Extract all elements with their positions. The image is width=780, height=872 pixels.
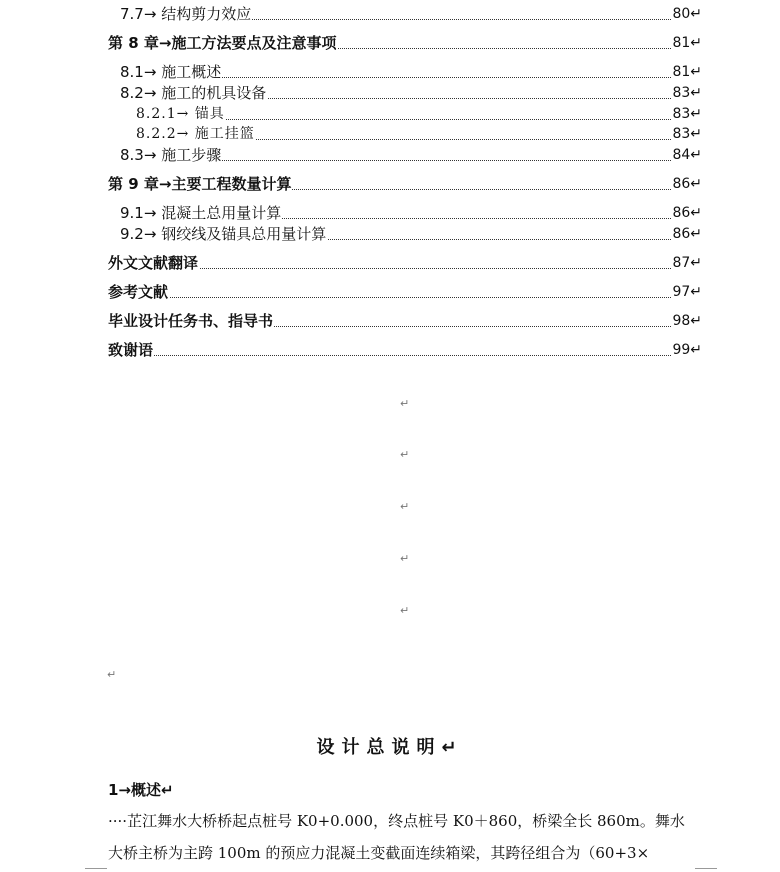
toc-entry-title: 参考文献 [108, 283, 169, 301]
toc-entry[interactable] [0, 62, 780, 82]
toc-entry-title: 8.2.2→ 施工挂篮 [136, 126, 255, 142]
toc-entry-title: 第 8 章→施工方法要点及注意事项 [108, 34, 337, 52]
paragraph-mark: ↵ [400, 604, 410, 617]
toc-entry[interactable] [0, 124, 780, 144]
toc-page-number: 87↵ [672, 255, 702, 271]
toc-entry[interactable] [0, 311, 780, 331]
toc-entry-title: 7.7→ 结构剪力效应 [120, 5, 252, 23]
toc-page-number: 99↵ [672, 342, 702, 358]
toc-entry[interactable] [0, 224, 780, 244]
toc-entry[interactable] [0, 104, 780, 124]
toc-entry-title: 毕业设计任务书、指导书 [108, 312, 274, 330]
toc-entry[interactable] [0, 174, 780, 194]
paragraph-mark: ↵ [400, 448, 410, 461]
toc-entry-title: 9.2→ 钢绞线及锚具总用量计算 [120, 225, 327, 243]
toc-entry[interactable] [0, 253, 780, 273]
toc-page-number: 84↵ [672, 147, 702, 163]
toc-entry[interactable] [0, 282, 780, 302]
toc-entry-title: 外文文献翻译 [108, 254, 199, 272]
page-corner-mark [85, 868, 107, 869]
toc-entry-title: 第 9 章→主要工程数量计算 [108, 175, 292, 193]
page-corner-mark [695, 868, 717, 869]
toc-entry[interactable] [0, 340, 780, 360]
paragraph-mark: ↵ [400, 552, 410, 565]
toc-page-number: 83↵ [672, 126, 702, 142]
paragraph-mark: ↵ [400, 500, 410, 513]
toc-page-number: 80↵ [672, 6, 702, 22]
section-title: 设计总说明↵ [316, 737, 464, 758]
toc-page-number: 98↵ [672, 313, 702, 329]
paragraph-mark: ↵ [107, 668, 117, 681]
toc-entry[interactable] [0, 145, 780, 165]
toc-page-number: 83↵ [672, 85, 702, 101]
toc-page-number: 86↵ [672, 176, 702, 192]
toc-entry-title: 8.2.1→ 锚具 [136, 106, 225, 122]
toc-page-number: 81↵ [672, 35, 702, 51]
body-text-line: ····芷江舞水大桥桥起点桩号 K0+0.000，终点桩号 K0＋860，桥梁全长 860m。舞水 [108, 812, 685, 830]
toc-page-number: 83↵ [672, 106, 702, 122]
toc-entry[interactable] [0, 33, 780, 53]
toc-page-number: 97↵ [672, 284, 702, 300]
toc-entry-title: 9.1→ 混凝土总用量计算 [120, 204, 282, 222]
toc-entry-title: 8.3→ 施工步骤 [120, 146, 222, 164]
toc-leader-dots [108, 355, 675, 356]
toc-entry-title: 8.2→ 施工的机具设备 [120, 84, 267, 102]
toc-page-number: 86↵ [672, 205, 702, 221]
toc-entry[interactable] [0, 83, 780, 103]
toc-entry[interactable] [0, 4, 780, 24]
paragraph-mark: ↵ [400, 397, 410, 410]
heading-overview: 1→概述↵ [108, 781, 174, 799]
toc-entry-title: 8.1→ 施工概述 [120, 63, 222, 81]
toc-entry-title: 致谢语 [108, 341, 154, 359]
body-text-line: 大桥主桥为主跨 100m 的预应力混凝土变截面连续箱梁，其跨径组合为（60+3× [108, 844, 650, 862]
toc-page-number: 86↵ [672, 226, 702, 242]
toc-entry[interactable] [0, 203, 780, 223]
toc-page-number: 81↵ [672, 64, 702, 80]
toc-leader-dots [108, 297, 675, 298]
